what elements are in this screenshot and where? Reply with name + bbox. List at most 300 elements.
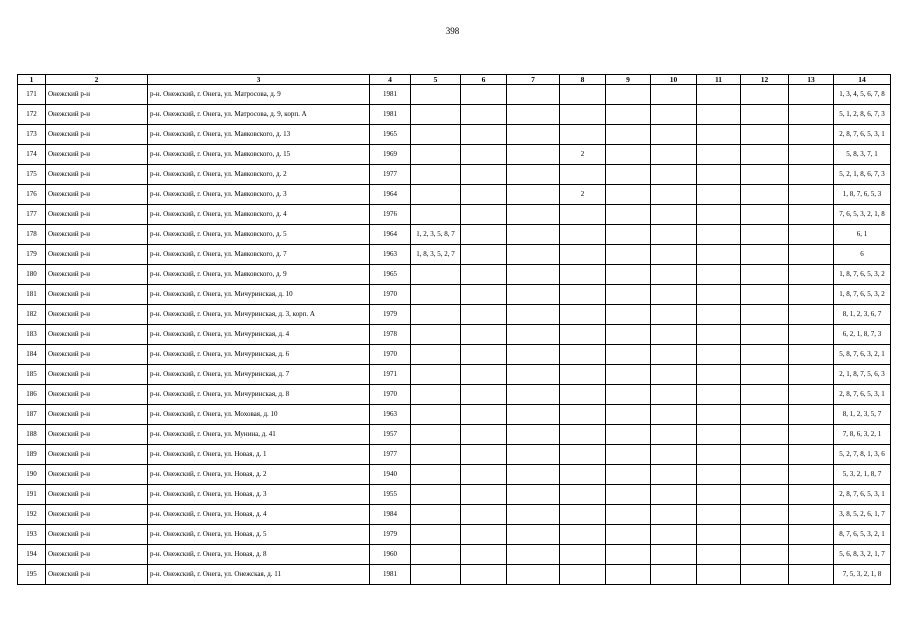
year-cell: 1957 bbox=[370, 425, 411, 445]
col7-cell bbox=[507, 185, 560, 205]
col5-cell bbox=[411, 185, 461, 205]
col8-cell bbox=[560, 565, 606, 585]
table-row bbox=[18, 485, 891, 505]
col7-cell bbox=[507, 285, 560, 305]
row-number-cell: 192 bbox=[18, 505, 46, 525]
col10-cell bbox=[651, 265, 697, 285]
col13-cell bbox=[789, 185, 834, 205]
address-cell: р-н. Онежский, г. Онега, ул. Маяковского, д. 4 bbox=[148, 205, 370, 225]
column-header: 8 bbox=[560, 75, 606, 85]
col11-cell bbox=[697, 105, 741, 125]
district-cell: Онежский р-н bbox=[46, 505, 148, 525]
col11-cell bbox=[697, 545, 741, 565]
col12-cell bbox=[741, 145, 789, 165]
col11-cell bbox=[697, 365, 741, 385]
col8-cell bbox=[560, 105, 606, 125]
table-row bbox=[18, 545, 891, 565]
col11-cell bbox=[697, 505, 741, 525]
col7-cell bbox=[507, 205, 560, 225]
address-cell: р-н. Онежский, г. Онега, ул. Онежская, д. 11 bbox=[148, 565, 370, 585]
col7-cell bbox=[507, 505, 560, 525]
table-row bbox=[18, 525, 891, 545]
col12-cell bbox=[741, 505, 789, 525]
col13-cell bbox=[789, 125, 834, 145]
address-cell: р-н. Онежский, г. Онега, ул. Маяковского, д. 3 bbox=[148, 185, 370, 205]
table-row bbox=[18, 185, 891, 205]
row-number-cell: 187 bbox=[18, 405, 46, 425]
table-row bbox=[18, 325, 891, 345]
district-cell: Онежский р-н bbox=[46, 85, 148, 105]
district-cell: Онежский р-н bbox=[46, 445, 148, 465]
col7-cell bbox=[507, 145, 560, 165]
col14-cell: 5, 8, 7, 6, 3, 2, 1 bbox=[834, 345, 891, 365]
col12-cell bbox=[741, 285, 789, 305]
district-cell: Онежский р-н bbox=[46, 305, 148, 325]
col6-cell bbox=[461, 465, 507, 485]
col14-cell: 8, 1, 2, 3, 6, 7 bbox=[834, 305, 891, 325]
col8-cell bbox=[560, 165, 606, 185]
col14-cell: 5, 8, 3, 7, 1 bbox=[834, 145, 891, 165]
col7-cell bbox=[507, 525, 560, 545]
col9-cell bbox=[606, 505, 651, 525]
year-cell: 1964 bbox=[370, 185, 411, 205]
table-row bbox=[18, 565, 891, 585]
col10-cell bbox=[651, 405, 697, 425]
col7-cell bbox=[507, 405, 560, 425]
table-row bbox=[18, 405, 891, 425]
table-row bbox=[18, 225, 891, 245]
col11-cell bbox=[697, 465, 741, 485]
year-cell: 1960 bbox=[370, 545, 411, 565]
row-number-cell: 179 bbox=[18, 245, 46, 265]
col13-cell bbox=[789, 325, 834, 345]
col11-cell bbox=[697, 445, 741, 465]
col5-cell bbox=[411, 405, 461, 425]
col10-cell bbox=[651, 345, 697, 365]
page-number: 398 bbox=[445, 26, 460, 36]
col7-cell bbox=[507, 85, 560, 105]
col14-cell: 2, 8, 7, 6, 5, 3, 1 bbox=[834, 385, 891, 405]
col6-cell bbox=[461, 305, 507, 325]
col12-cell bbox=[741, 125, 789, 145]
col9-cell bbox=[606, 405, 651, 425]
col12-cell bbox=[741, 245, 789, 265]
row-number-cell: 184 bbox=[18, 345, 46, 365]
col5-cell bbox=[411, 125, 461, 145]
col13-cell bbox=[789, 165, 834, 185]
address-cell: р-н. Онежский, г. Онега, ул. Новая, д. 5 bbox=[148, 525, 370, 545]
col7-cell bbox=[507, 125, 560, 145]
col5-cell bbox=[411, 165, 461, 185]
col10-cell bbox=[651, 445, 697, 465]
year-cell: 1964 bbox=[370, 225, 411, 245]
col9-cell bbox=[606, 385, 651, 405]
col10-cell bbox=[651, 285, 697, 305]
col7-cell bbox=[507, 105, 560, 125]
address-cell: р-н. Онежский, г. Онега, ул. Маяковского, д. 7 bbox=[148, 245, 370, 265]
year-cell: 1970 bbox=[370, 345, 411, 365]
col10-cell bbox=[651, 485, 697, 505]
table-row bbox=[18, 125, 891, 145]
col9-cell bbox=[606, 345, 651, 365]
col14-cell: 5, 2, 1, 8, 6, 7, 3 bbox=[834, 165, 891, 185]
col9-cell bbox=[606, 205, 651, 225]
col12-cell bbox=[741, 465, 789, 485]
col6-cell bbox=[461, 285, 507, 305]
col13-cell bbox=[789, 225, 834, 245]
col5-cell bbox=[411, 445, 461, 465]
address-cell: р-н. Онежский, г. Онега, ул. Новая, д. 4 bbox=[148, 505, 370, 525]
col13-cell bbox=[789, 345, 834, 365]
col5-cell bbox=[411, 105, 461, 125]
col9-cell bbox=[606, 165, 651, 185]
col14-cell: 5, 1, 2, 8, 6, 7, 3 bbox=[834, 105, 891, 125]
col5-cell bbox=[411, 485, 461, 505]
col10-cell bbox=[651, 425, 697, 445]
district-cell: Онежский р-н bbox=[46, 405, 148, 425]
col13-cell bbox=[789, 405, 834, 425]
col7-cell bbox=[507, 345, 560, 365]
col5-cell bbox=[411, 285, 461, 305]
col8-cell bbox=[560, 285, 606, 305]
col14-cell: 6, 1 bbox=[834, 225, 891, 245]
row-number-cell: 174 bbox=[18, 145, 46, 165]
district-cell: Онежский р-н bbox=[46, 525, 148, 545]
col12-cell bbox=[741, 545, 789, 565]
year-cell: 1940 bbox=[370, 465, 411, 485]
year-cell: 1978 bbox=[370, 325, 411, 345]
col10-cell bbox=[651, 125, 697, 145]
row-number-cell: 173 bbox=[18, 125, 46, 145]
col8-cell bbox=[560, 485, 606, 505]
col11-cell bbox=[697, 85, 741, 105]
col9-cell bbox=[606, 425, 651, 445]
col13-cell bbox=[789, 445, 834, 465]
year-cell: 1981 bbox=[370, 565, 411, 585]
col11-cell bbox=[697, 325, 741, 345]
col7-cell bbox=[507, 545, 560, 565]
col14-cell: 2, 8, 7, 6, 5, 3, 1 bbox=[834, 125, 891, 145]
address-cell: р-н. Онежский, г. Онега, ул. Мичуринская, д. 10 bbox=[148, 285, 370, 305]
row-number-cell: 181 bbox=[18, 285, 46, 305]
col14-cell: 5, 2, 7, 8, 1, 3, 6 bbox=[834, 445, 891, 465]
col11-cell bbox=[697, 525, 741, 545]
col5-cell bbox=[411, 325, 461, 345]
col7-cell bbox=[507, 465, 560, 485]
col6-cell bbox=[461, 265, 507, 285]
col11-cell bbox=[697, 485, 741, 505]
table-row bbox=[18, 305, 891, 325]
row-number-cell: 180 bbox=[18, 265, 46, 285]
col5-cell bbox=[411, 265, 461, 285]
col9-cell bbox=[606, 365, 651, 385]
col9-cell bbox=[606, 85, 651, 105]
col5-cell bbox=[411, 565, 461, 585]
col14-cell: 6, 2, 1, 8, 7, 3 bbox=[834, 325, 891, 345]
district-cell: Онежский р-н bbox=[46, 485, 148, 505]
col13-cell bbox=[789, 545, 834, 565]
col9-cell bbox=[606, 325, 651, 345]
col10-cell bbox=[651, 145, 697, 165]
row-number-cell: 195 bbox=[18, 565, 46, 585]
address-cell: р-н. Онежский, г. Онега, ул. Матросова, д. 9 bbox=[148, 85, 370, 105]
col14-cell: 3, 8, 5, 2, 6, 1, 7 bbox=[834, 505, 891, 525]
col11-cell bbox=[697, 385, 741, 405]
col5-cell bbox=[411, 525, 461, 545]
col12-cell bbox=[741, 205, 789, 225]
col5-cell: 1, 2, 3, 5, 8, 7 bbox=[411, 225, 461, 245]
year-cell: 1970 bbox=[370, 285, 411, 305]
row-number-cell: 188 bbox=[18, 425, 46, 445]
col8-cell bbox=[560, 325, 606, 345]
col8-cell bbox=[560, 445, 606, 465]
col8-cell bbox=[560, 365, 606, 385]
col14-cell: 1, 8, 7, 6, 5, 3, 2 bbox=[834, 285, 891, 305]
row-number-cell: 171 bbox=[18, 85, 46, 105]
col5-cell bbox=[411, 85, 461, 105]
col8-cell bbox=[560, 545, 606, 565]
col10-cell bbox=[651, 205, 697, 225]
col13-cell bbox=[789, 145, 834, 165]
address-cell: р-н. Онежский, г. Онега, ул. Мичуринская, д. 8 bbox=[148, 385, 370, 405]
table-row bbox=[18, 165, 891, 185]
col8-cell bbox=[560, 505, 606, 525]
col12-cell bbox=[741, 325, 789, 345]
col7-cell bbox=[507, 385, 560, 405]
col8-cell bbox=[560, 85, 606, 105]
col10-cell bbox=[651, 325, 697, 345]
district-cell: Онежский р-н bbox=[46, 165, 148, 185]
col10-cell bbox=[651, 525, 697, 545]
col14-cell: 7, 8, 6, 3, 2, 1 bbox=[834, 425, 891, 445]
col11-cell bbox=[697, 405, 741, 425]
col14-cell: 7, 5, 3, 2, 1, 8 bbox=[834, 565, 891, 585]
year-cell: 1970 bbox=[370, 385, 411, 405]
col10-cell bbox=[651, 185, 697, 205]
col9-cell bbox=[606, 125, 651, 145]
col6-cell bbox=[461, 405, 507, 425]
col11-cell bbox=[697, 285, 741, 305]
col12-cell bbox=[741, 365, 789, 385]
col10-cell bbox=[651, 505, 697, 525]
column-header: 13 bbox=[789, 75, 834, 85]
col5-cell bbox=[411, 145, 461, 165]
col11-cell bbox=[697, 145, 741, 165]
col12-cell bbox=[741, 565, 789, 585]
col13-cell bbox=[789, 525, 834, 545]
col12-cell bbox=[741, 445, 789, 465]
col13-cell bbox=[789, 285, 834, 305]
col10-cell bbox=[651, 565, 697, 585]
year-cell: 1979 bbox=[370, 305, 411, 325]
year-cell: 1965 bbox=[370, 265, 411, 285]
col12-cell bbox=[741, 405, 789, 425]
col7-cell bbox=[507, 365, 560, 385]
row-number-cell: 172 bbox=[18, 105, 46, 125]
row-number-cell: 178 bbox=[18, 225, 46, 245]
address-cell: р-н. Онежский, г. Онега, ул. Мичуринская, д. 7 bbox=[148, 365, 370, 385]
table-row bbox=[18, 265, 891, 285]
col6-cell bbox=[461, 425, 507, 445]
col6-cell bbox=[461, 445, 507, 465]
col8-cell bbox=[560, 245, 606, 265]
registry-table bbox=[17, 74, 891, 585]
col11-cell bbox=[697, 185, 741, 205]
col7-cell bbox=[507, 425, 560, 445]
col11-cell bbox=[697, 305, 741, 325]
district-cell: Онежский р-н bbox=[46, 345, 148, 365]
district-cell: Онежский р-н bbox=[46, 185, 148, 205]
col6-cell bbox=[461, 185, 507, 205]
col14-cell: 2, 1, 8, 7, 5, 6, 3 bbox=[834, 365, 891, 385]
col13-cell bbox=[789, 485, 834, 505]
address-cell: р-н. Онежский, г. Онега, ул. Мичуринская, д. 4 bbox=[148, 325, 370, 345]
col6-cell bbox=[461, 545, 507, 565]
col7-cell bbox=[507, 265, 560, 285]
table-row bbox=[18, 425, 891, 445]
col8-cell bbox=[560, 305, 606, 325]
col13-cell bbox=[789, 245, 834, 265]
year-cell: 1977 bbox=[370, 445, 411, 465]
address-cell: р-н. Онежский, г. Онега, ул. Маяковского, д. 9 bbox=[148, 265, 370, 285]
col9-cell bbox=[606, 545, 651, 565]
column-header: 4 bbox=[370, 75, 411, 85]
address-cell: р-н. Онежский, г. Онега, ул. Маяковского, д. 5 bbox=[148, 225, 370, 245]
col6-cell bbox=[461, 105, 507, 125]
col9-cell bbox=[606, 305, 651, 325]
col9-cell bbox=[606, 485, 651, 505]
col5-cell bbox=[411, 205, 461, 225]
col13-cell bbox=[789, 105, 834, 125]
col13-cell bbox=[789, 85, 834, 105]
district-cell: Онежский р-н bbox=[46, 365, 148, 385]
col8-cell bbox=[560, 525, 606, 545]
col13-cell bbox=[789, 265, 834, 285]
col10-cell bbox=[651, 465, 697, 485]
year-cell: 1971 bbox=[370, 365, 411, 385]
table-row bbox=[18, 465, 891, 485]
table-row bbox=[18, 245, 891, 265]
col7-cell bbox=[507, 565, 560, 585]
district-cell: Онежский р-н bbox=[46, 285, 148, 305]
col14-cell: 5, 3, 2, 1, 8, 7 bbox=[834, 465, 891, 485]
col8-cell: 2 bbox=[560, 145, 606, 165]
col7-cell bbox=[507, 245, 560, 265]
col10-cell bbox=[651, 365, 697, 385]
col14-cell: 1, 3, 4, 5, 6, 7, 8 bbox=[834, 85, 891, 105]
column-header: 2 bbox=[46, 75, 148, 85]
col6-cell bbox=[461, 205, 507, 225]
col10-cell bbox=[651, 105, 697, 125]
row-number-cell: 182 bbox=[18, 305, 46, 325]
col10-cell bbox=[651, 225, 697, 245]
col12-cell bbox=[741, 345, 789, 365]
district-cell: Онежский р-н bbox=[46, 465, 148, 485]
column-header: 9 bbox=[606, 75, 651, 85]
district-cell: Онежский р-н bbox=[46, 205, 148, 225]
row-number-cell: 176 bbox=[18, 185, 46, 205]
col11-cell bbox=[697, 205, 741, 225]
col13-cell bbox=[789, 425, 834, 445]
year-cell: 1955 bbox=[370, 485, 411, 505]
address-cell: р-н. Онежский, г. Онега, ул. Мичуринская, д. 6 bbox=[148, 345, 370, 365]
col13-cell bbox=[789, 385, 834, 405]
col5-cell bbox=[411, 425, 461, 445]
year-cell: 1976 bbox=[370, 205, 411, 225]
column-header: 5 bbox=[411, 75, 461, 85]
col14-cell: 2, 8, 7, 6, 5, 3, 1 bbox=[834, 485, 891, 505]
col8-cell bbox=[560, 465, 606, 485]
col11-cell bbox=[697, 225, 741, 245]
address-cell: р-н. Онежский, г. Онега, ул. Матросова, д. 9, корп. А bbox=[148, 105, 370, 125]
col10-cell bbox=[651, 245, 697, 265]
col7-cell bbox=[507, 305, 560, 325]
col10-cell bbox=[651, 545, 697, 565]
year-cell: 1981 bbox=[370, 85, 411, 105]
col11-cell bbox=[697, 565, 741, 585]
col5-cell bbox=[411, 545, 461, 565]
address-cell: р-н. Онежский, г. Онега, ул. Маяковского, д. 15 bbox=[148, 145, 370, 165]
table-row bbox=[18, 505, 891, 525]
year-cell: 1979 bbox=[370, 525, 411, 545]
address-cell: р-н. Онежский, г. Онега, ул. Новая, д. 3 bbox=[148, 485, 370, 505]
col9-cell bbox=[606, 225, 651, 245]
col7-cell bbox=[507, 485, 560, 505]
district-cell: Онежский р-н bbox=[46, 425, 148, 445]
table-body bbox=[18, 85, 891, 585]
col6-cell bbox=[461, 325, 507, 345]
row-number-cell: 177 bbox=[18, 205, 46, 225]
col8-cell bbox=[560, 225, 606, 245]
year-cell: 1963 bbox=[370, 405, 411, 425]
col9-cell bbox=[606, 465, 651, 485]
col7-cell bbox=[507, 225, 560, 245]
col11-cell bbox=[697, 125, 741, 145]
col8-cell bbox=[560, 425, 606, 445]
col12-cell bbox=[741, 165, 789, 185]
col9-cell bbox=[606, 185, 651, 205]
table-row bbox=[18, 385, 891, 405]
year-cell: 1977 bbox=[370, 165, 411, 185]
col10-cell bbox=[651, 165, 697, 185]
col14-cell: 8, 7, 6, 5, 3, 2, 1 bbox=[834, 525, 891, 545]
row-number-cell: 194 bbox=[18, 545, 46, 565]
col8-cell bbox=[560, 125, 606, 145]
table-row bbox=[18, 145, 891, 165]
table-row bbox=[18, 445, 891, 465]
address-cell: р-н. Онежский, г. Онега, ул. Мичуринская, д. 3, корп. А bbox=[148, 305, 370, 325]
col14-cell: 1, 8, 7, 6, 5, 3, 2 bbox=[834, 265, 891, 285]
address-cell: р-н. Онежский, г. Онега, ул. Новая, д. 1 bbox=[148, 445, 370, 465]
col5-cell bbox=[411, 345, 461, 365]
col11-cell bbox=[697, 265, 741, 285]
col6-cell bbox=[461, 505, 507, 525]
col9-cell bbox=[606, 245, 651, 265]
col5-cell bbox=[411, 465, 461, 485]
column-header: 3 bbox=[148, 75, 370, 85]
col12-cell bbox=[741, 185, 789, 205]
column-header: 6 bbox=[461, 75, 507, 85]
district-cell: Онежский р-н bbox=[46, 325, 148, 345]
year-cell: 1969 bbox=[370, 145, 411, 165]
col12-cell bbox=[741, 425, 789, 445]
table-row bbox=[18, 105, 891, 125]
col9-cell bbox=[606, 285, 651, 305]
row-number-cell: 183 bbox=[18, 325, 46, 345]
col8-cell: 2 bbox=[560, 185, 606, 205]
col11-cell bbox=[697, 345, 741, 365]
col8-cell bbox=[560, 345, 606, 365]
